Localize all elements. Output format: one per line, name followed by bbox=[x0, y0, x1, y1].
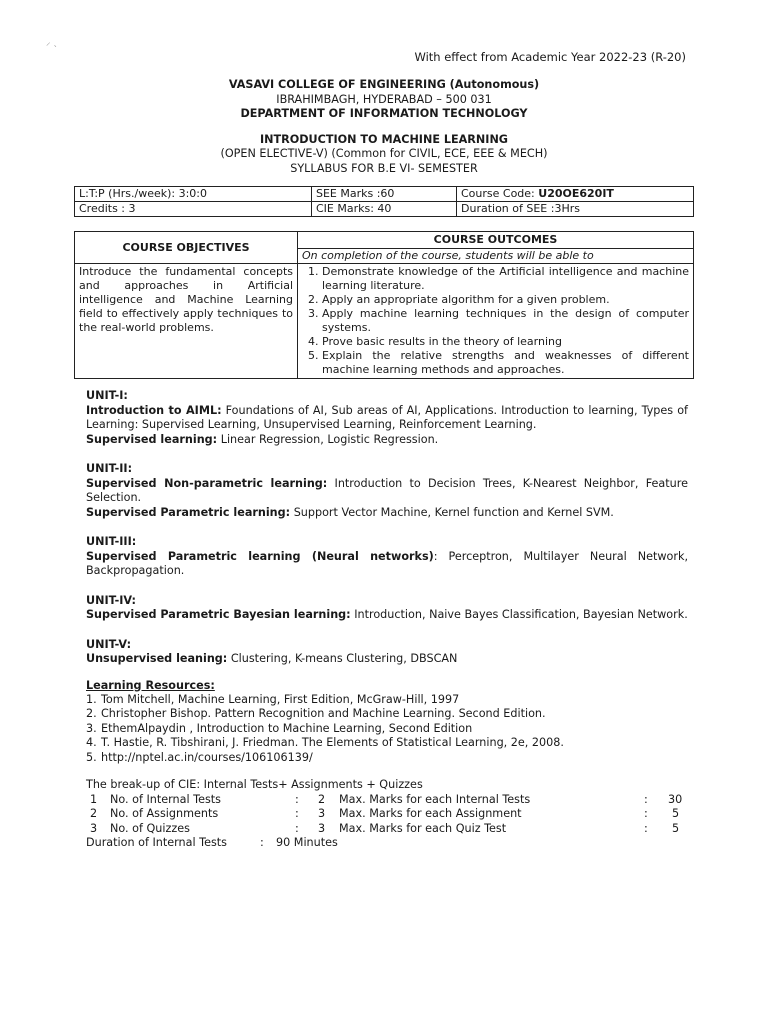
scan-mark: ⸝ ˎ bbox=[46, 38, 58, 48]
resources-title: Learning Resources: bbox=[86, 678, 215, 692]
outcome-item: 2. Apply an appropriate algorithm for a given problem. bbox=[322, 293, 689, 307]
outcome-item: 3. Apply machine learning techniques in the design of computer systems. bbox=[322, 307, 689, 335]
ltp-cell: L:T:P (Hrs./week): 3:0:0 bbox=[75, 187, 312, 202]
objectives-heading: COURSE OBJECTIVES bbox=[75, 232, 298, 264]
outcomes-heading: COURSE OUTCOMES bbox=[298, 232, 694, 249]
cie-row: 2 No. of Assignments : 3 Max. Marks for each Assignment : 5 bbox=[90, 807, 680, 820]
college-name: VASAVI COLLEGE OF ENGINEERING (Autonomous) bbox=[228, 78, 540, 91]
resources-list bbox=[86, 693, 688, 766]
cie-marks-cell: CIE Marks: 40 bbox=[312, 202, 457, 217]
unit-5-para: Unsupervised leaning: Clustering, K-means Clustering, DBSCAN bbox=[86, 652, 458, 665]
outcomes-cell bbox=[298, 264, 694, 379]
see-marks-cell: SEE Marks :60 bbox=[312, 187, 457, 202]
unit-1-para: Supervised learning: Linear Regression, Logistic Regression. bbox=[86, 432, 439, 446]
resource-item: 2. Christopher Bishop. Pattern Recognition and Machine Learning. Second Edition. bbox=[86, 707, 546, 720]
resource-item: 1. Tom Mitchell, Machine Learning, First Edition, McGraw-Hill, 1997 bbox=[86, 692, 460, 706]
resource-item: 4. T. Hastie, R. Tibshirani, J. Friedman. The Elements of Statistical Learning, 2e, 2008. bbox=[86, 736, 564, 749]
unit-2-title: UNIT-II: bbox=[86, 462, 133, 475]
page-header bbox=[0, 78, 768, 176]
resource-item: 5. http://nptel.ac.in/courses/106106139/ bbox=[86, 750, 313, 764]
college-address: IBRAHIMBAGH, HYDERABAD – 500 031 bbox=[276, 92, 492, 106]
cie-row: 3 No. of Quizzes : 3 Max. Marks for each Quiz Test : 5 bbox=[90, 821, 680, 835]
unit-3-title: UNIT-III: bbox=[86, 535, 137, 548]
unit-5-title: UNIT-V: bbox=[86, 637, 132, 651]
unit-2-para: Supervised Parametric learning: Support Vector Machine, Kernel function and Kernel SVM. bbox=[86, 505, 614, 519]
course-title: INTRODUCTION TO MACHINE LEARNING bbox=[259, 132, 508, 146]
department-name: DEPARTMENT OF INFORMATION TECHNOLOGY bbox=[240, 107, 528, 120]
see-duration-cell: Duration of SEE :3Hrs bbox=[457, 202, 694, 217]
cie-title: The break-up of CIE: Internal Tests+ Assignments + Quizzes bbox=[86, 778, 423, 791]
credits-cell: Credits : 3 bbox=[75, 202, 312, 217]
effect-note: With effect from Academic Year 2022-23 (R-20) bbox=[414, 50, 686, 64]
syllabus-line: SYLLABUS FOR B.E VI- SEMESTER bbox=[290, 161, 478, 175]
cie-duration-row: Duration of Internal Tests : 90 Minutes bbox=[86, 836, 338, 849]
unit-2-para: Supervised Non-parametric learning: Introduction to Decision Trees, K-Nearest Neighbor, Feature Selection. bbox=[86, 476, 688, 504]
elective-line: (OPEN ELECTIVE-V) (Common for CIVIL, ECE, EEE & MECH) bbox=[220, 147, 548, 160]
resource-item: 3. EthemAlpaydin , Introduction to Machine Learning, Second Edition bbox=[86, 721, 473, 735]
outcome-item: 1. Demonstrate knowledge of the Artificial intelligence and machine learning literature. bbox=[322, 265, 689, 293]
objectives-outcomes-table bbox=[74, 231, 694, 379]
objectives-text: Introduce the fundamental concepts and approaches in Artificial intelligence and Machine Learning field to effectively apply techniques to the real-world problems. bbox=[75, 264, 298, 379]
syllabus-body bbox=[86, 389, 688, 851]
course-code-cell: Course Code: U20OE620IT bbox=[457, 187, 694, 202]
course-meta-table bbox=[74, 186, 694, 217]
course-code: U20OE620IT bbox=[538, 187, 614, 200]
unit-3-para: Supervised Parametric learning (Neural networks): Perceptron, Multilayer Neural Network, Backpropagation. bbox=[86, 549, 688, 577]
unit-1-title: UNIT-I: bbox=[86, 389, 128, 402]
outcome-item: 4. Prove basic results in the theory of learning bbox=[322, 335, 689, 349]
cie-row: 1 No. of Internal Tests : 2 Max. Marks for each Internal Tests : 30 bbox=[90, 792, 683, 806]
unit-4-para: Supervised Parametric Bayesian learning: Introduction, Naive Bayes Classification, Bayesian Network. bbox=[86, 608, 688, 621]
outcome-item: 5. Explain the relative strengths and weaknesses of different machine learning methods and approaches. bbox=[322, 349, 689, 377]
cie-breakup bbox=[86, 778, 688, 851]
unit-4-title: UNIT-IV: bbox=[86, 593, 137, 607]
unit-1-para: Introduction to AIML: Foundations of AI, Sub areas of AI, Applications. Introduction to learning, Types of Learning: Supervised Learning, Unsupervised Learning, Reinforcement Learning. bbox=[86, 403, 688, 431]
outcomes-subheading: On completion of the course, students will be able to bbox=[298, 249, 694, 264]
outcomes-list bbox=[302, 265, 689, 377]
